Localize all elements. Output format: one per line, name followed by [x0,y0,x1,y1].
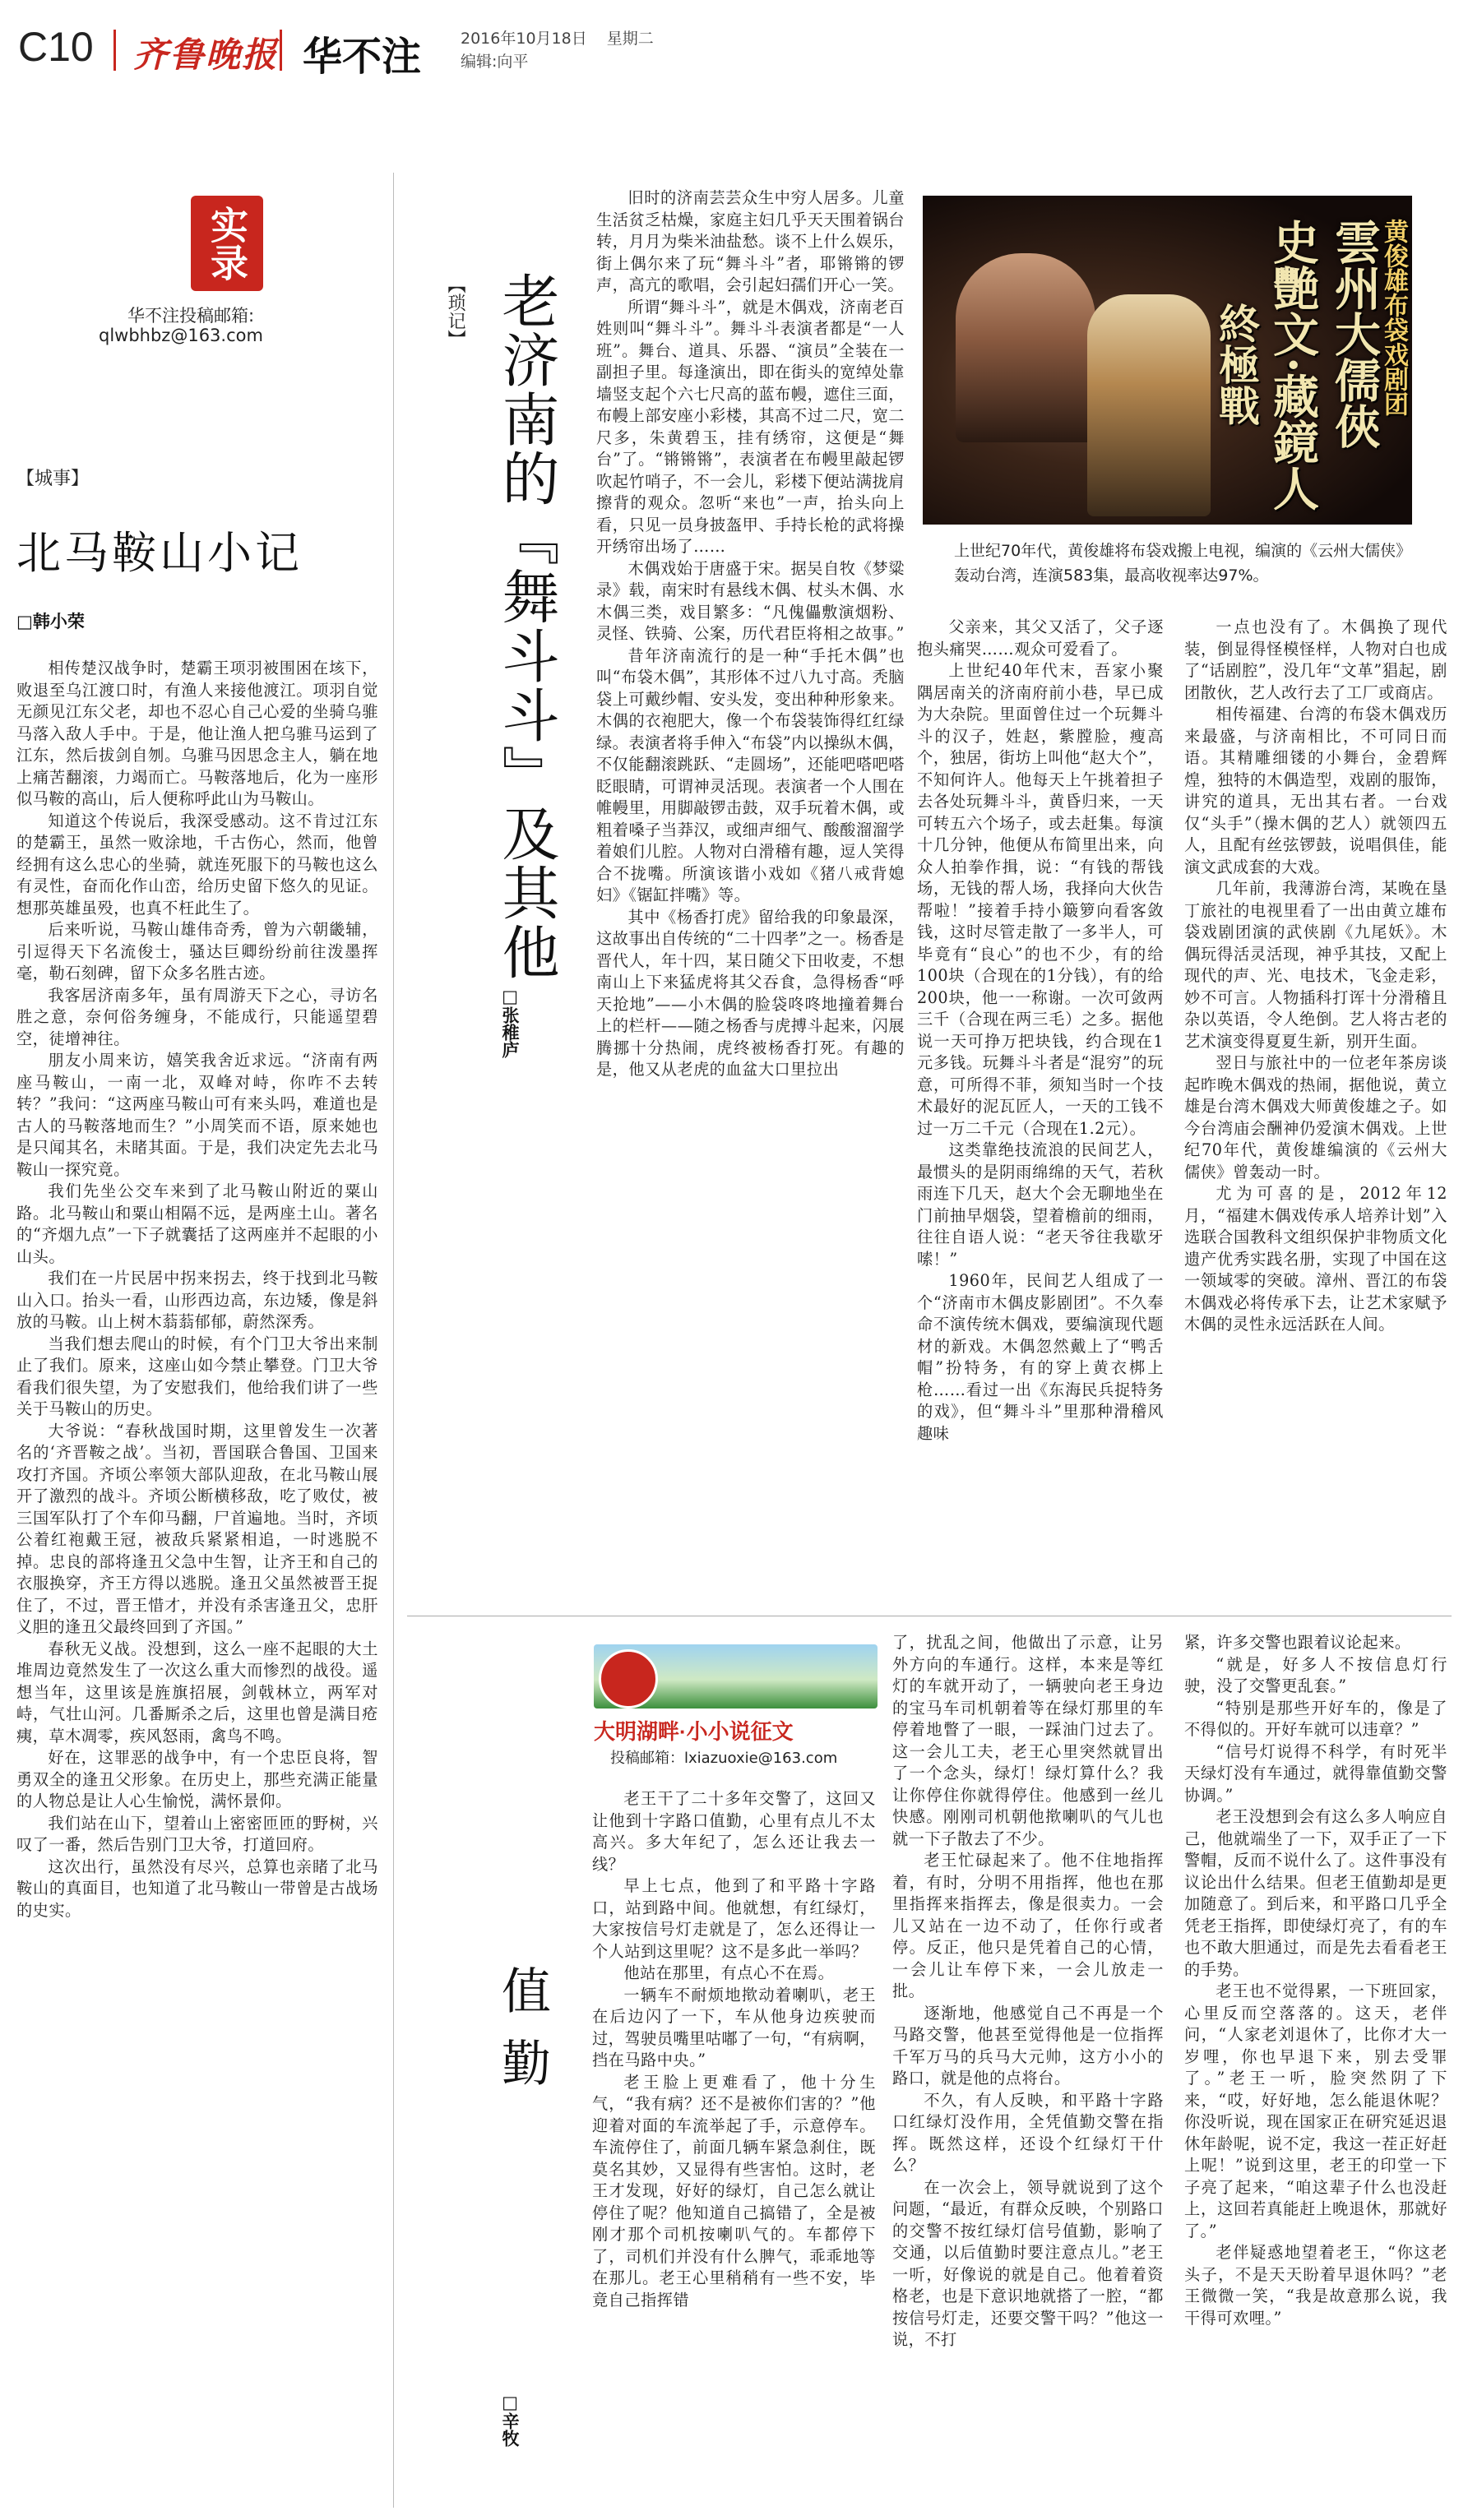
article2-paragraph: 1960年，民间艺人组成了一个“济南市木偶皮影剧团”。不久奉命不演传统木偶戏，要编演现代题材的新戏。木偶忽然戴上了“鸭舌帽”扮特务，有的穿上黄衣梆上枪……看过一出《东海民兵捉特务的戏》，但“舞斗斗”里那种滑稽风趣味 [917,1271,1164,1443]
article3-author: □辛牧 [500,2393,520,2447]
issue-date-text: 2016年10月18日 [461,30,587,48]
article3-paragraph: 一辆车不耐烦地揿动着喇叭，老王在后边闪了一下，车从他身边疾驶而过，驾驶员嘴里咕嘟了一句，“有病啊，挡在马路中央。” [592,1985,876,2069]
article2-col1 [596,187,905,1602]
photo-caption: 上世纪70年代，黄俊雄将布袋戏搬上电视，编演的《云州大儒侠》轰动台湾，连演583集，最高收视率达97%。 [954,542,1404,585]
submit-label: 华不注投稿邮箱: [127,306,255,326]
puppet-figure [1087,294,1211,516]
contest-submit: 投稿邮箱：lxiazuoxie@163.com [610,1750,838,1767]
article2-paragraph: 上世纪40年代末，吾家小聚隅居南关的济南府前小巷，早已成为大杂院。里面曾住过一个玩舞斗斗的汉子，姓赵，紫膛脸，瘦高个，独居，街坊上叫他“赵大个”，不知何许人。他每天上午挑着担子去各处玩舞斗斗，黄昏归来，一天可转五六个场子，或去赶集。每演十几分钟，他便从布简里出来，向众人拍拳作揖，说：“有钱的帮钱场，无钱的帮人场，我择向大伙告帮啦！”接着手持小簸箩向看客敛钱，这时尽管走散了一多半人，可毕竟有“良心”的也不少，有的给100块（合现在的1分钱），有的给200块，他一一称谢。一次可敛两三千（合现在两三毛）之多。据他说一天可挣万把块钱，约合现在1元多钱。玩舞斗斗者是“混穷”的玩意，可所得不菲，须知当时一个技术最好的泥瓦匠人，一天的工钱不过一万二千元（合现在1.2元）。 [917,661,1164,1138]
article2-tag: 【琐记】 [445,275,465,348]
article2-paragraph: 父亲来，其父又活了，父子逐抱头痛哭……观众可爱看了。 [917,617,1164,659]
article3-paragraph: “特别是那些开好车的，像是了不得似的。开好车就可以违章？” [1184,1698,1447,1739]
article2-col2 [917,617,1164,1603]
article2-paragraph: 所谓“舞斗斗”，就是木偶戏，济南老百姓则叫“舞斗斗”。舞斗斗表演者都是“一人班”。舞台、道具、乐器、“演员”全装在一副担子里。每逢演出，即在街头的宽绰处靠墙竖支起个六七尺高的蓝布幔，遮住三面，布幔上部安座小彩楼，其高不过二尺，宽二尺多，朱黄碧玉，挂有绣帘，这便是“舞台”了。“锵锵锵”，表演者在布幔里敲起锣吹起竹哨子，不一会儿，彩楼下便站满拢肩擦背的观众。忽听“来也”一声，抬头向上看，只见一员身披盔甲、手持长枪的武将操开绣帘出场了…… [596,297,905,556]
article3-paragraph: 了，扰乱之间，他做出了示意，让另外方向的车通行。这样，本来是等红灯的车就开动了，一辆驶向老王身边的宝马车司机朝着等在绿灯那里的车停着地瞥了一眼，一踩油门过去了。这一会儿工夫，老王心里突然就冒出了一个念头，绿灯！绿灯算什么？我让你停住你就得停住。他感到一丝儿快感。刚刚司机朝他揿喇叭的气儿也就一下子散去了不少。 [892,1633,1164,1848]
photo-title-line: 史艷文·藏鏡人 [1266,219,1320,511]
article1-paragraph: 春秋无义战。没想到，这么一座不起眼的大土堆周边竟然发生了一次这么重大而惨烈的战役。遥想当年，这里该是旌旗招展，剑戟林立，两军对峙，气壮山河。几番厮杀之后，这里也曾是满目疮痍，草木凋零，疾风怒雨，禽鸟不鸣。 [16,1639,378,1746]
article1-author: □韩小荣 [16,612,85,631]
article3-paragraph: 老伴疑惑地望着老王，“你这老头子，不是天天盼着早退休吗？”老王微微一笑，“我是故意那么说，我干得可欢哩。” [1184,2243,1447,2328]
contest-title: 大明湖畔·小小说征文 [594,1719,794,1744]
paper-name-logo: 齐鲁晚报 [133,35,279,75]
article1-paragraph: 知道这个传说后，我深受感动。这不肯过江东的楚霸王，虽然一败涂地，千古伤心，然而，他曾经拥有这么忠心的坐骑，就连死服下的马鞍也这么有灵性，奋而化作山峦，给历史留下悠久的见证。想那英雄虽殁，也真不枉此生了。 [16,811,378,918]
submit-email: qlwbhbz@163.com [99,326,263,345]
issue-date [461,26,654,49]
section-name: 华不注 [303,35,422,79]
photo-title-line: 終極戰 [1212,303,1261,426]
issue-weekday: 星期二 [606,30,654,48]
puppeteer-figure [956,253,1095,442]
puppet-photo [923,196,1412,525]
article2-paragraph: 昔年济南流行的是一种“手托木偶”也叫“布袋木偶”，其形体不过八九寸高。秃脑袋上可戴纱帽、安头发，变出种种形象来。木偶的衣袍肥大，像一个布袋装饰得红红绿绿。表演者将手伸入“布袋”内以操纵木偶，不仅能翻滚跳跃、“走圆场”，还能吧嗒吧嗒眨眼睛，可谓神灵活现。表演者一个人围在帷幔里，用脚敲锣击鼓，双手玩着木偶，或粗着嗓子当莽汉，或细声细气、酸酸溜溜学着娘们儿腔。人物对白滑稽有趣，逗人笑得合不拢嘴。所演该谐小戏如《猪八戒背媳妇》《锯缸拌嘴》等。 [596,645,905,904]
article1-paragraph: 后来听说，马鞍山雄伟奇秀，曾为六朝畿辅，引逗得天下名流俊士，骚达巨卿纷纷前往泼墨挥毫，勒石刻碑，留下众多名胜古迹。 [16,920,378,983]
article1-paragraph: 这次出行，虽然没有尽兴，总算也亲睹了北马鞍山的真面目，也知道了北马鞍山一带曾是古战场的史实。 [16,1856,378,1920]
article3-col1 [592,1788,876,2512]
editor-credit: 编辑:向平 [461,53,529,71]
contest-logo [594,1644,878,1768]
article2-paragraph: 一点也没有了。木偶换了现代装，倒显得怪模怪样，人物对白也成了“话剧腔”，没几年“文革”猖起，剧团散伙，艺人改行去了工厂或商店。 [1184,617,1447,702]
article1-title: 北马鞍山小记 [16,527,303,579]
article2-paragraph: 其中《杨香打虎》留给我的印象最深，这故事出自传统的“二十四孝”之一。杨香是晋代人，年十四，某日随父下田收麦，不想南山上下来猛虎将其父吞食，急得杨香“呼天抢地”——小木偶的脸袋咚咚地撞着舞台上的栏杆——随之杨香与虎搏斗起来，闪展腾挪十分热闹，虎终被杨香打死。有趣的是，他又从老虎的血盆大口里拉出 [596,907,905,1079]
article3-paragraph: “就是，好多人不按信息灯行驶，没了交警更乱套。” [1184,1654,1447,1695]
article3-paragraph: 在一次会上，领导就说到了这个问题，“最近，有群众反映，个别路口的交警不按红绿灯信号值勤，影响了交通，以后值勤时要注意点儿。”老王一听，好像说的就是自己。他着着资格老，也是下意识地就搭了一腔，“都按信号灯走，还要交警干吗？”他这一说，不打 [892,2177,1164,2349]
article3-paragraph: 老王脸上更难看了，他十分生气，“我有病？还不是被你们害的？”他迎着对面的车流举起了手，示意停车。车流停住了，前面几辆车紧急刹住，既莫名其妙，又显得有些害怕。这时，老王才发现，好好的绿灯，自己怎么就让停住了呢？他知道自己搞错了，全是被刚才那个司机按喇叭气的。车都停下了，司机们并没有什么脾气，乖乖地等在那儿。老王心里稍稍有一些不安，毕竟自己指挥错 [592,2072,876,2310]
column-divider [393,173,394,2508]
article1-tag: 【城事】 [16,469,90,489]
header-divider [113,30,116,71]
article3-paragraph: 紧，许多交警也跟着议论起来。 [1184,1633,1411,1652]
article1-paragraph: 相传楚汉战争时，楚霸王项羽被围困在垓下，败退至乌江渡口时，有渔人来接他渡江。项羽自觉无颜见江东父老，却也不忍心自己心爱的坐骑乌骓马落入敌人手中。于是，他让渔人把乌骓马运到了江东，然后拔剑自刎。乌骓马因思念主人，躺在地上痛苦翻滚，力竭而亡。马鞍落地后，化为一座形似马鞍的高山，后人便称呼此山为马鞍山。 [16,659,378,808]
article1-paragraph: 我们在一片民居中拐来拐去，终于找到北马鞍山入口。抬头一看，山形西边高，东边矮，像是斜放的马鞍。山上树木蓊蓊郁郁，蔚然深秀。 [16,1269,378,1331]
article1-paragraph: 好在，这罪恶的战争中，有一个忠臣良将，智勇双全的逢丑父形象。在历史上，那些充满正能量的人物总是让人心生愉悦，满怀景仰。 [16,1748,378,1810]
article3-paragraph: 逐渐地，他感觉自己不再是一个马路交警，他甚至觉得他是一位指挥千军万马的兵马大元帅，这方小小的路口，就是他的点将台。 [892,2003,1164,2088]
article2-paragraph: 相传福建、台湾的布袋木偶戏历来最盛，与济南相比，不可同日而语。其精雕细镂的小舞台，金碧辉煌，独特的木偶造型，戏剧的服饰，讲究的道具，无出其右者。一台戏仅“头手”（操木偶的艺人）就领四五人，且配有丝弦锣鼓，说唱俱佳，能演文武成套的大戏。 [1184,705,1447,876]
article2-paragraph: 这类靠绝技流浪的民间艺人，最惯头的是阴雨绵绵的天气，若秋雨连下几天，赵大个会无聊地坐在门前抽早烟袋，望着檐前的细雨，往往自语人说：“老天爷往我歇牙嗦！” [917,1140,1164,1269]
photo-title-line: 雲州大儒俠 [1327,219,1382,449]
article3-title: 值勤 [493,1965,551,2110]
article1-body [16,658,378,2516]
article3-paragraph: 老王干了二十多年交警了，这回又让他到十字路口值勤，心里有点儿不太高兴。多大年纪了，怎么还让我去一线？ [592,1789,876,1874]
article2-col3 [1184,617,1447,1603]
article2-paragraph: 翌日与旅社中的一位老年茶房谈起昨晚木偶戏的热闹，据他说，黄立雄是台湾木偶戏大师黄俊雄之子。如今台湾庙会酬神仍爱演木偶戏。上世纪70年代，黄俊雄编演的《云州大儒侠》曾轰动一时。 [1184,1053,1447,1181]
article2-author: □张稚庐 [500,987,520,1058]
article3-col3 [1184,1632,1447,2512]
article3-paragraph: 老王没想到会有这么多人响应自己，他就端坐了一下，双手正了一下警帽，反而不说什么了。这件事没有议论出什么结果。但老王值勤却是更加随意了。到后来，和平路口几乎全凭老王指挥，即使绿灯亮了，有的车也不敢大胆通过，而是先去看看老王的手势。 [1184,1807,1447,1979]
article1-paragraph: 大爷说：“春秋战国时期，这里曾发生一次著名的‘齐晋鞍之战’。当初，晋国联合鲁国、卫国来攻打齐国。齐顷公率领大部队迎敌，在北马鞍山展开了激烈的战斗。齐顷公断横移敌，吃了败仗，被三国军队打了个车仰马翻，尸首遍地。当时，齐顷公着红袍戴王冠，被敌兵紧紧相追，一时逃脱不掉。忠良的部将逢丑父急中生智，让齐王和自己的衣服换穿，齐王方得以逃脱。逢丑父虽然被晋王捉住了，不过，晋王惜才，并没有杀害逢丑父，忠肝义胆的逢丑父最终回到了齐国。” [16,1421,378,1636]
photo-title-line: 黄俊雄布袋戏剧团 [1379,219,1408,416]
header-divider-2 [280,30,282,71]
article3-paragraph: 不久，有人反映，和平路十字路口红绿灯没作用，全凭值勤交警在指挥。既然这样，还设个红绿灯干什么？ [892,2090,1164,2175]
article3-paragraph: 他站在那里，有点心不在焉。 [623,1963,835,1982]
article1-paragraph: 我客居济南多年，虽有周游天下之心，寻访名胜之意，奈何俗务缠身，不能成行，只能遥望碧空，徒增神往。 [16,985,378,1048]
column-seal [191,196,263,291]
article2-paragraph: 几年前，我薄游台湾，某晚在垦丁旅社的电视里看了一出由黄立雄布袋戏剧团演的武侠剧《九尾妖》。木偶玩得活灵活现，神乎其技，又配上现代的声、光、电技术，飞金走彩，妙不可言。人物插科打诨十分滑稽且杂以英语，令人绝倒。艺人将古老的艺术演变得夏夏生新，别开生面。 [1184,879,1447,1051]
article2-paragraph: 尤为可喜的是，2012年12月，“福建木偶戏传承人培养计划”入选联合国教科文组织保护非物质文化遗产优秀实践名册，实现了中国在这一领域零的突破。漳州、晋江的布袋木偶戏必将传承下去，让艺术家赋予木偶的灵性永远活跃在人间。 [1184,1184,1447,1334]
contest-emblem [599,1649,658,1709]
article1-paragraph: 我们站在山下，望着山上密密匝匝的野树，兴叹了一番，然后告别门卫大爷，打道回府。 [16,1813,378,1854]
article3-paragraph: 早上七点，他到了和平路十字路口，站到路中间。他就想，有红绿灯，大家按信号灯走就是了，怎么还得让一个人站到这里呢？这不是多此一举吗？ [592,1876,876,1961]
article3-paragraph: 老王也不觉得累，一下班回家，心里反而空落落的。这天，老伴问，“人家老刘退休了，比你才大一岁哩，你也早退下来，别去受罪了。”老王一听，脸突然阴了下来，“哎，好好地，怎么能退休呢？你没听说，现在国家正在研究延迟退休年龄呢，说不定，我这一茬正好赶上呢！”说到这里，老王的印堂一下子亮了起来，“咱这辈子什么也没赶上，这回若真能赶上晚退休，那就好了。” [1184,1981,1447,2240]
article1-paragraph: 当我们想去爬山的时候，有个门卫大爷出来制止了我们。原来，这座山如今禁止攀登。门卫大爷看我们很失望，为了安慰我们，他给我们讲了一些关于马鞍山的历史。 [16,1334,378,1418]
article2-paragraph: 木偶戏始于唐盛于宋。据吴自牧《梦粱录》载，南宋时有悬线木偶、杖头木偶、水木偶三类，戏目繁多：“凡傀儡敷演烟粉、灵怪、铁骑、公案，历代君臣将相之故事。” [596,558,905,643]
column-seal-text: 实录 [205,206,249,281]
article3-paragraph: 老王忙碌起来了。他不住地指挥着，有时，分明不用指挥，他也在那里指挥来指挥去，像是很卖力。一会儿又站在一边不动了，任你行或者停。反正，他只是凭着自己的心情，一会儿让车停下来，一会儿放走一批。 [892,1851,1164,2000]
page-header [0,0,1468,82]
article3-col2 [892,1632,1164,2512]
article1-paragraph: 我们先坐公交车来到了北马鞍山附近的粟山路。北马鞍山和粟山相隔不远，是两座土山。著名的“齐烟九点”一下子就囊括了这两座并不起眼的小山头。 [16,1181,378,1266]
article2-paragraph: 旧时的济南芸芸众生中穷人居多。儿童生活贫乏枯燥，家庭主妇几乎天天围着锅台转，月月为柴米油盐愁。谈不上什么娱乐，街上偶尔来了玩“舞斗斗”者，耶锵锵的锣声，高亢的歌唱，会引起妇孺们开心一笑。 [596,188,905,294]
page-number: C10 [18,24,94,70]
article3-paragraph: “信号灯说得不科学，有时死半天绿灯没有车通过，就得靠值勤交警协调。” [1184,1741,1447,1805]
article1-paragraph: 朋友小周来访，嬉笑我舍近求远。“济南有两座马鞍山，一南一北，双峰对峙，你咋不去转转？”我问：“这两座马鞍山可有来头吗，难道也是古人的马鞍落地而生？”小周笑而不语，原来她也是只闻其名，未睹其面。于是，我们决定先去北马鞍山一探究竟。 [16,1051,378,1179]
article2-title: 老济南的『舞斗斗』及其他 [493,271,560,982]
